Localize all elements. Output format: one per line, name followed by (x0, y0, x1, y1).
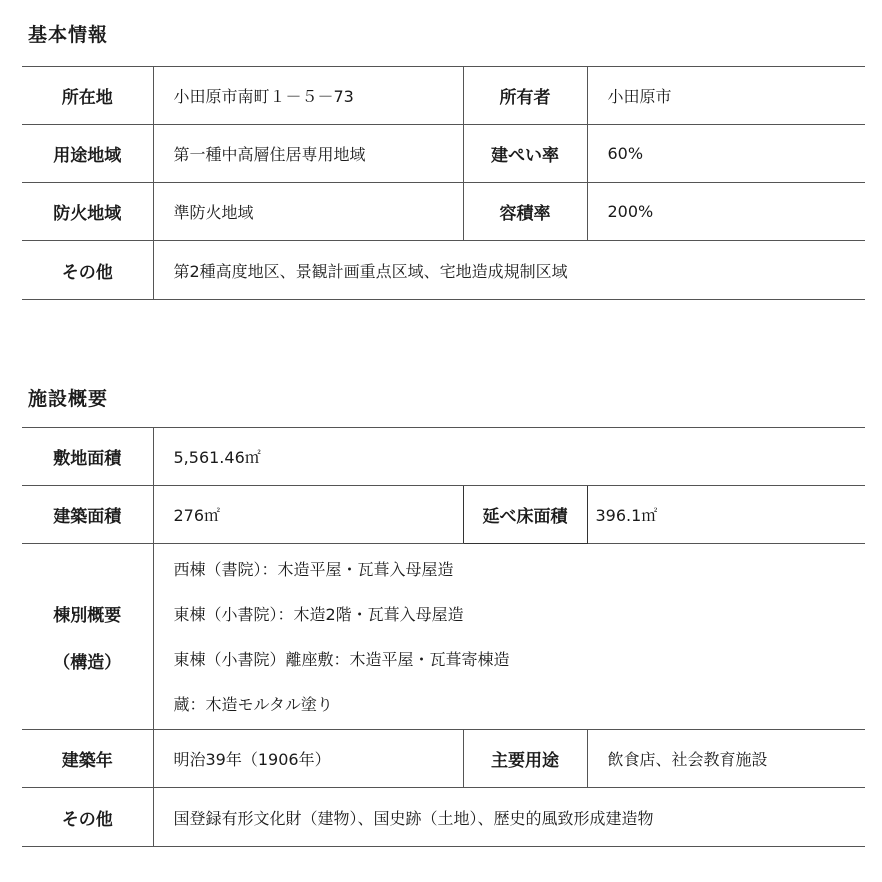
zoning-label: 用途地域 (22, 125, 153, 183)
coverage-value: 60% (587, 125, 865, 183)
table-row (22, 544, 865, 730)
table-row (22, 486, 865, 544)
fire-zone-label: 防火地域 (22, 183, 153, 241)
building-area-label: 建築面積 (22, 486, 153, 544)
table-row (22, 125, 865, 183)
site-area-value: 5,561.46㎡ (153, 428, 865, 486)
main-use-label: 主要用途 (463, 730, 587, 788)
owner-value: 小田原市 (587, 67, 865, 125)
table-row (22, 183, 865, 241)
table-row (22, 730, 865, 788)
other-value: 第2種高度地区、景観計画重点区域、宅地造成規制区域 (153, 241, 865, 300)
location-label: 所在地 (22, 67, 153, 125)
table-row (22, 788, 865, 847)
basic-info-heading: 基本情報 (28, 24, 109, 46)
floor-area-ratio-label: 容積率 (463, 183, 587, 241)
facility-other-value: 国登録有形文化財（建物）、国史跡（土地）、歴史的風致形成建造物 (153, 788, 865, 847)
fire-zone-value: 準防火地域 (153, 183, 463, 241)
basic-info-table (22, 66, 865, 300)
table-row (22, 67, 865, 125)
structure-value (153, 544, 865, 730)
coverage-label: 建ぺい率 (463, 125, 587, 183)
total-floor-area-value: 396.1㎡ (587, 486, 865, 544)
construction-year-label: 建築年 (22, 730, 153, 788)
facility-overview-table (22, 427, 865, 847)
structure-line-east: 東棟（小書院）：木造2階・瓦葺入母屋造 (173, 604, 464, 624)
facility-other-label: その他 (22, 788, 153, 847)
structure-label-line-2: （構造） (53, 652, 122, 673)
zoning-value: 第一種中高層住居専用地域 (153, 125, 463, 183)
construction-year-value: 明治39年（1906年） (153, 730, 463, 788)
owner-label: 所有者 (463, 67, 587, 125)
structure-line-east-annex: 東棟（小書院）離座敷：木造平屋・瓦葺寄棟造 (173, 649, 510, 669)
main-use-value: 飲食店、社会教育施設 (587, 730, 865, 788)
table-row (22, 241, 865, 300)
structure-label (22, 544, 153, 730)
floor-area-ratio-value: 200% (587, 183, 865, 241)
building-area-value: 276㎡ (153, 486, 463, 544)
structure-label-line-1: 棟別概要 (53, 605, 122, 626)
facility-overview-heading: 施設概要 (28, 388, 109, 410)
structure-line-west: 西棟（書院）：木造平屋・瓦葺入母屋造 (173, 559, 454, 579)
total-floor-area-label: 延べ床面積 (463, 486, 587, 544)
structure-line-storehouse: 蔵：木造モルタル塗り (173, 694, 333, 714)
table-row (22, 428, 865, 486)
other-label: その他 (22, 241, 153, 300)
location-value: 小田原市南町１－５－73 (153, 67, 463, 125)
site-area-label: 敷地面積 (22, 428, 153, 486)
